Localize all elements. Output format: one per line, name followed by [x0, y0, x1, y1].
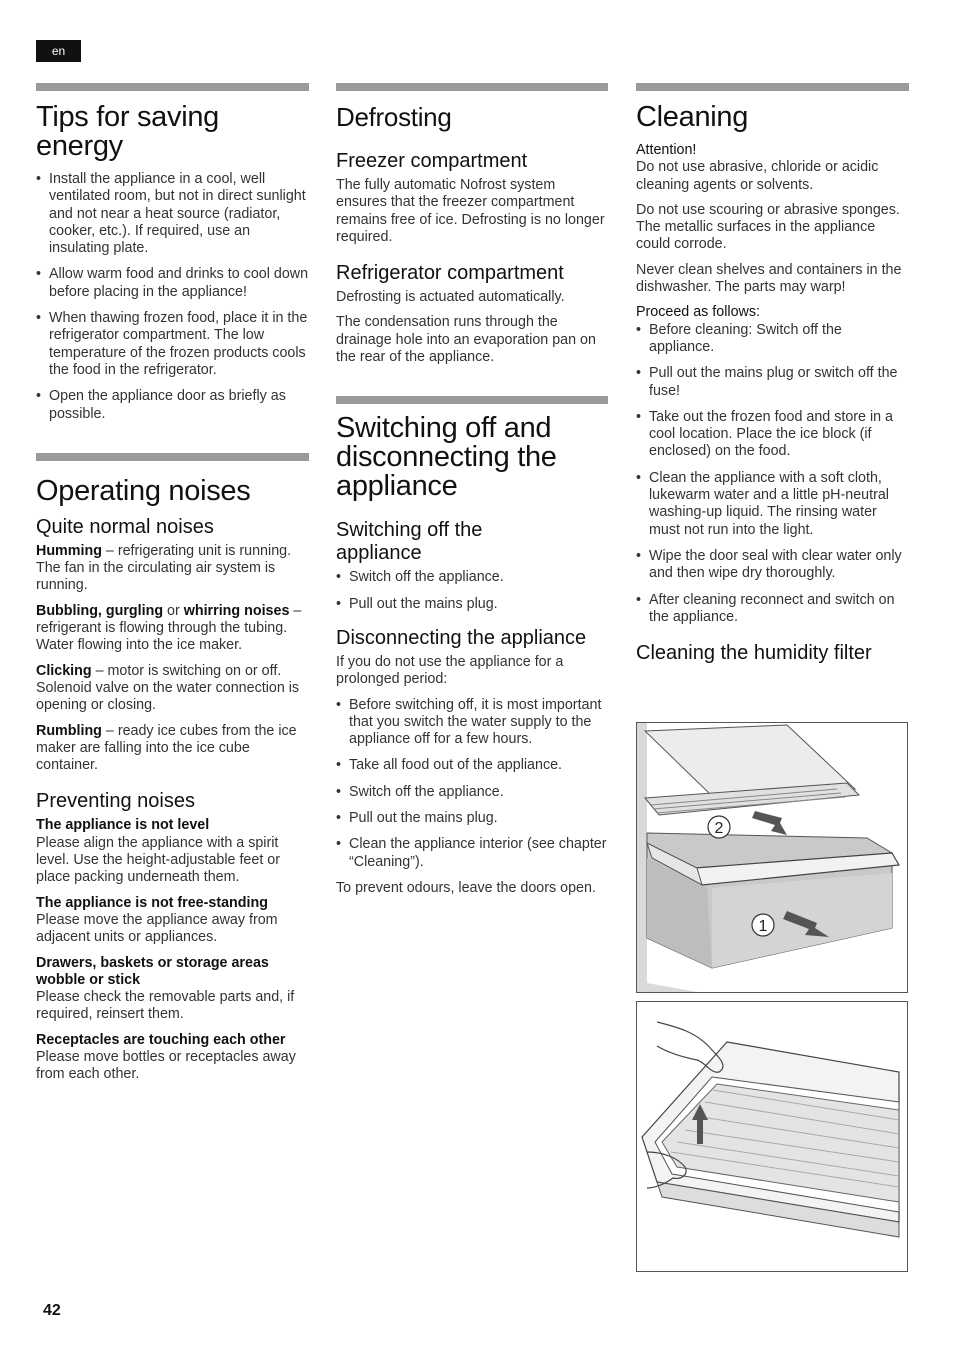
normal-noises-title: Quite normal noises	[36, 515, 214, 538]
drawers-text: Please check the removable parts and, if required, reinsert them.	[36, 989, 295, 1023]
bubbling-term: Bubbling, gurgling	[36, 602, 164, 619]
list-item: • Take out the frozen food and store in a cool location. Place the ice block (if enclosed) on the food.	[636, 409, 909, 461]
disconnecting-subtitle: Disconnecting the appliance	[336, 626, 587, 649]
section-rule	[336, 83, 608, 91]
attention-heading: Attention!	[636, 142, 697, 158]
list-item: • Take all food out of the appliance.	[336, 757, 608, 774]
noises-title: Operating noises	[36, 474, 251, 507]
switch-off-subtitle: Switching off the appliance	[336, 519, 483, 565]
tips-list	[36, 171, 309, 423]
disconnecting-list	[336, 697, 608, 871]
column-left	[36, 83, 309, 1092]
column-middle	[336, 83, 608, 905]
disconnecting-intro: If you do not use the appliance for a prolonged period:	[336, 653, 564, 688]
filter-illustration	[637, 1002, 907, 1271]
free-standing-heading: The appliance is not free-standing	[36, 894, 268, 911]
list-item: • Wipe the door seal with clear water only and then wipe dry thoroughly.	[636, 548, 909, 583]
rumbling-paragraph	[36, 723, 309, 775]
list-item: • Pull out the mains plug.	[336, 596, 608, 613]
clicking-paragraph	[36, 663, 309, 715]
step-2-label: 2	[714, 820, 724, 837]
section-rule	[36, 453, 309, 461]
switching-off-title: Switching off and disconnecting the appliance	[336, 412, 557, 503]
cleaning-title: Cleaning	[636, 101, 749, 133]
list-item: • Install the appliance in a cool, well ventilated room, but not in direct sunlight and not near a heat source (radiator, cooker, etc.). If required, use an insulating plate.	[36, 171, 309, 257]
list-item: • Clean the appliance with a soft cloth, lukewarm water and a little pH-neutral washing-up liquid. The rinsing water must not run into the light.	[636, 470, 909, 539]
attention-text: Do not use abrasive, chloride or acidic cleaning agents or solvents.	[636, 159, 879, 193]
list-item: • After cleaning reconnect and switch on the appliance.	[636, 592, 909, 627]
list-item: • Before switching off, it is most important that you switch the water supply to the appliance off for a few hours.	[336, 697, 608, 749]
section-rule	[336, 396, 608, 404]
preventing-noises-title: Preventing noises	[36, 790, 195, 813]
clicking-term: Clicking	[36, 662, 92, 679]
list-item: • Switch off the appliance.	[336, 784, 608, 801]
scouring-text: Do not use scouring or abrasive sponges. The metallic surfaces in the appliance could corrode.	[636, 201, 900, 253]
humming-paragraph	[36, 543, 309, 595]
drawers-heading: Drawers, baskets or storage areas wobble or stick	[36, 954, 269, 988]
clicking-text: – motor is switching on or off. Solenoid valve on the water connection is opening or closing.	[36, 662, 300, 714]
fridge-title: Refrigerator compartment	[336, 262, 564, 285]
humidity-filter-title: Cleaning the humidity filter	[636, 642, 872, 665]
drawer-removal-figure	[636, 722, 908, 993]
list-item: • Switch off the appliance.	[336, 569, 608, 586]
step-1-label: 1	[758, 918, 768, 935]
list-item: • When thawing frozen food, place it in the refrigerator compartment. The low temperature of the frozen products cools the food in the refrigerator.	[36, 310, 309, 379]
proceed-heading: Proceed as follows:	[636, 304, 760, 321]
bubbling-paragraph	[36, 603, 309, 655]
tips-title: Tips for saving energy	[36, 101, 219, 162]
rumbling-term: Rumbling	[36, 722, 102, 739]
humidity-filter-figure	[636, 1001, 908, 1272]
list-item: • Pull out the mains plug or switch off the fuse!	[636, 365, 909, 400]
defrosting-title: Defrosting	[336, 102, 452, 132]
or-text: or	[163, 602, 184, 619]
humming-term: Humming	[36, 542, 102, 559]
rumbling-text: – ready ice cubes from the ice maker are falling into the ice cube container.	[36, 722, 297, 774]
receptacles-heading: Receptacles are touching each other	[36, 1031, 286, 1048]
odours-text: To prevent odours, leave the doors open.	[336, 879, 596, 896]
page-number: 42	[43, 1302, 61, 1319]
list-item: • Clean the appliance interior (see chapter “Cleaning”).	[336, 836, 608, 871]
section-rule	[636, 83, 909, 91]
humming-text: – refrigerating unit is running. The fan in the circulating air system is running.	[36, 542, 292, 594]
level-heading: The appliance is not level	[36, 817, 210, 834]
list-item: • Before cleaning: Switch off the appliance.	[636, 322, 909, 357]
fridge-text-1: Defrosting is actuated automatically.	[336, 289, 565, 306]
whirring-term: whirring noises	[183, 602, 290, 619]
drawer-illustration	[637, 723, 907, 992]
free-standing-text: Please move the appliance away from adjacent units or appliances.	[36, 911, 278, 946]
list-item: • Open the appliance door as briefly as possible.	[36, 388, 309, 423]
bubbling-text: – refrigerant is flowing through the tubing. Water flowing into the ice maker.	[36, 602, 302, 654]
receptacles-text: Please move bottles or receptacles away from each other.	[36, 1048, 296, 1083]
freezer-text: The fully automatic Nofrost system ensures that the freezer compartment remains free of ice. Defrosting is no longer required.	[336, 177, 605, 245]
column-right	[636, 83, 909, 669]
fridge-text-2: The condensation runs through the drainage hole into an evaporation pan on the rear of the appliance.	[336, 314, 596, 366]
language-badge: en	[36, 40, 81, 62]
list-item: • Allow warm food and drinks to cool down before placing in the appliance!	[36, 266, 309, 301]
freezer-title: Freezer compartment	[336, 150, 528, 172]
section-rule	[36, 83, 309, 91]
level-text: Please align the appliance with a spirit level. Use the height-adjustable feet or place packing underneath them.	[36, 834, 280, 886]
list-item: • Pull out the mains plug.	[336, 810, 608, 827]
switch-off-list	[336, 569, 608, 613]
cleaning-steps	[636, 322, 909, 626]
dishwasher-text: Never clean shelves and containers in the dishwasher. The parts may warp!	[636, 261, 902, 296]
